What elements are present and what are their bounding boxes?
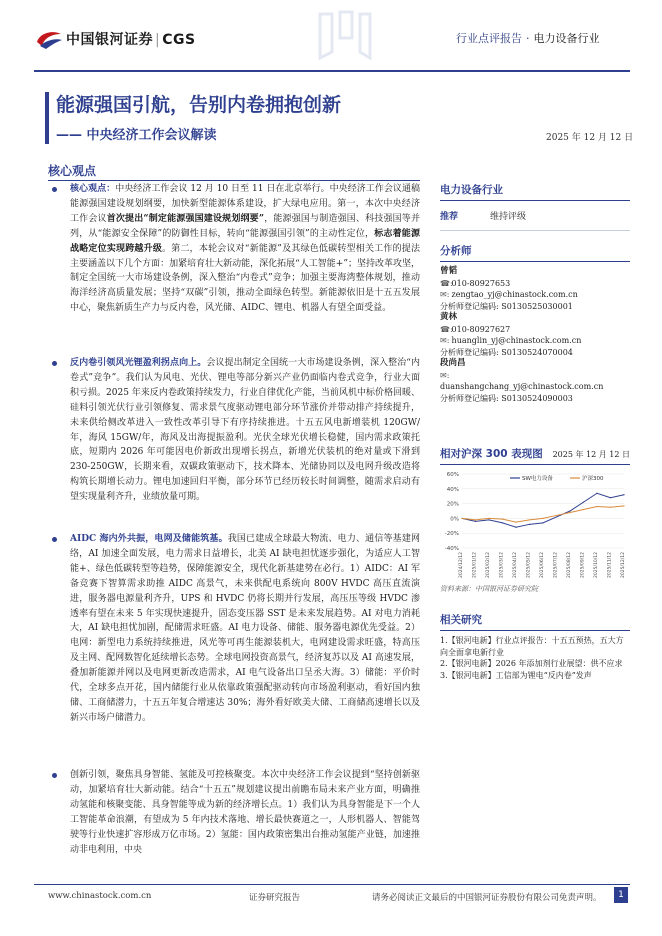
core-views-heading: 核心观点 — [48, 164, 97, 178]
chart-legend-label: 沪深300 — [582, 476, 604, 482]
chart-x-tick: 2025/12/12 — [621, 552, 626, 578]
analyst-phone: ☎: 010-80927653 — [440, 278, 511, 288]
chart-x-tick: 2024/12/12 — [459, 552, 464, 578]
p3-body: 我国已建成全球最大物流、电力、通信等基建网络，AI 加速全面发展，电力需求日益增长，北美 AI 缺电担忧逐步强化，为适应人工智能+、绿色低碳转型等趋势，保障能源安全，现代化新基建势在必行。1）AIDC：AI 军备竞赛下智算需求助推 AIDC 高景气，未来供配电系统向 800V HVDC 高压直流演进，服务器电源量利齐升，UPS 和 HVDC 仍将长期并行发展，高压压等级 HVDC 渗透率有望在未来 5 年实现快速提升，固态变压器 SST 是未来发展趋势。AI 对电力消耗大，AI 缺电担忧加剧，配储需求旺盛。AI 电力设备、储能、服务器电源优先受益。2）电网：新型电力系统持续推进，风光等可再生能源装机大，电网建设需求旺盛，特高压及主网、配网数智化延续增长态势。全球电网投资高景气，经济复苏以及 AI 高速发展，叠加新能源并网以及电网更新改造需求，AI 电气设备出口呈丞大海。3）储能：平价时代，全球多点开花，国内储能行业从依靠政策强配驱动转向市场盈利驱动，看好国内独储、工商储潜力，十五五年复合增速达 30%；海外看好欧美大储、工商储高速增长以及新兴市场户储潜力。 — [70, 534, 420, 723]
chart-x-tick: 2025/01/12 — [472, 552, 478, 578]
p3-head: AIDC 海内外共振，电网及储能筑基。 — [70, 534, 228, 544]
chart-point — [583, 502, 584, 503]
chart-point — [529, 524, 530, 525]
analyst-email — [440, 370, 630, 382]
analyst-divider — [440, 261, 630, 262]
chart-y-tick: 20% — [446, 501, 459, 508]
report-title: 能源强国引航，告别内卷拥抱创新 — [56, 94, 342, 116]
analyst-reg: 分析师登记编码: S0130525030001 — [440, 301, 573, 311]
chart-point — [475, 521, 476, 522]
chart-header — [440, 446, 630, 465]
chart-x-tick: 2025/10/12 — [594, 552, 599, 578]
analyst-name: 段尚昌 — [440, 358, 466, 368]
core-paragraph-3 — [70, 532, 420, 726]
chart-divider — [440, 464, 630, 465]
bullet-icon — [52, 187, 57, 192]
chart-x-tick: 2025/11/12 — [607, 552, 613, 578]
report-sector: 电力设备行业 — [533, 32, 600, 45]
rating-row — [440, 209, 630, 222]
chart-point — [596, 506, 597, 507]
chart-x-tick: 2025/09/12 — [580, 552, 586, 578]
analyst-reg: 分析师登记编码: S0130524090003 — [440, 393, 573, 403]
report-subtitle: —— 中央经济工作会议解读 — [56, 128, 217, 143]
chart-point — [515, 522, 516, 523]
chart-point — [556, 515, 557, 516]
phone-icon: ☎: — [440, 324, 453, 334]
chart-point — [623, 494, 624, 495]
chart-source: 资料来源：中国银河证券研究院 — [440, 585, 538, 593]
footer-disclaimer: 请务必阅读正文最后的中国银河证券股份有限公司免责声明。 — [372, 893, 602, 903]
p1-d: 标志着能源战略定位实现跨越升级 — [70, 228, 420, 254]
chart-y-tick: -40% — [444, 546, 459, 552]
related-research — [440, 612, 630, 681]
chart-x-tick: 2025/08/12 — [567, 552, 572, 578]
p1-head: 核心观点： — [70, 184, 116, 194]
chart-point — [542, 522, 543, 523]
chart-point — [488, 518, 489, 519]
chart-y-tick: 40% — [446, 486, 459, 493]
bullet-icon — [52, 773, 57, 778]
analyst-email: ✉: huanglin_yj@chinastock.com.cn — [440, 336, 582, 345]
footer-report-type: 证券研究报告 — [249, 893, 301, 903]
performance-chart — [440, 468, 630, 580]
chart-x-tick: 2025/06/12 — [540, 552, 545, 578]
footer-website[interactable]: www.chinastock.com.cn — [48, 891, 152, 901]
chart-x-tick: 2025/04/12 — [513, 552, 518, 578]
analyst-name: 黄林 — [440, 312, 458, 322]
chart-legend-label: SW电力设备 — [522, 476, 553, 482]
chart-point — [475, 519, 476, 520]
rating-divider — [440, 230, 630, 231]
brand-separator: | — [155, 32, 161, 48]
chart-point — [502, 522, 503, 523]
email-icon: ✉: — [440, 290, 450, 299]
brand-name-en: CGS — [162, 32, 196, 48]
header-divider — [34, 70, 630, 72]
related-heading: 相关研究 — [440, 614, 482, 626]
p1-a: 中央经济工作会议 12 月 10 日至 11 日在北京举行。中央经济工作会议通稿能源强国建设规划纲要，加快新型能源体系建设，扩大绿电应用。第一，本次中央经济工作会议 — [70, 184, 420, 224]
sector-heading: 电力设备行业 — [440, 184, 503, 196]
chart-point — [542, 518, 543, 519]
chart-x-tick: 2025/05/12 — [526, 552, 532, 578]
core-paragraph-2 — [70, 356, 420, 505]
chart-x-tick: 2025/02/12 — [486, 552, 491, 578]
analyst-name: 曾韬 — [440, 266, 458, 276]
related-item[interactable]: 1.【银河电新】行业点评报告：十五五预热，五大方向全面拿电新行业 — [440, 636, 624, 657]
p1-c: ，能源强国与制造强国、科技强国等并列，从“能源安全保障”的防御性目标，转向“能源强国引领”的主动性定位， — [70, 213, 420, 239]
chart-point — [556, 516, 557, 517]
chart-point — [488, 519, 489, 520]
chart-point — [623, 505, 624, 506]
chart-y-tick: 0% — [450, 516, 459, 523]
p1-e: 。第二，本轮会议对“新能源”及其绿色低碳转型相关工作的提法主要涵盖以下几个方面：加紧培育壮大新动能，深化拓展“人工智能+”；坚持改革攻坚，制定全国统一大市场建设条例，深入整治“内卷式”竞争；加强主要海湾整体规划，推动海洋经济高质量发展；坚持“双碳”引领，推动全面绿色转型。新能源依旧是十五五发展中心，聚焦新质生产力与反内卷，风光储、AIDC、锂电、机器人有望全面受益。 — [70, 243, 420, 314]
report-type-label — [456, 30, 600, 46]
analyst-email-text: duanshangchang_yj@chinastock.com.cn — [440, 382, 604, 391]
analyst-email: ✉: zengtao_yj@chinastock.com.cn — [440, 290, 578, 299]
bullet-icon — [52, 361, 57, 366]
report-type: 行业点评报告 — [456, 32, 522, 45]
chart-series-line — [462, 506, 624, 522]
chart-point — [569, 512, 570, 513]
core-paragraph-1 — [70, 182, 420, 316]
bullet-icon — [52, 537, 57, 542]
watermark-logo-icon — [312, 8, 376, 64]
chart-x-tick: 2025/07/12 — [553, 552, 559, 578]
rating-value: 维持评级 — [490, 212, 527, 222]
p2-head: 反内卷引领风光锂盈利拐点向上。 — [70, 358, 207, 368]
chart-point — [569, 510, 570, 511]
chart-point — [502, 519, 503, 520]
chart-y-tick: -20% — [444, 531, 459, 538]
footer-divider — [34, 884, 630, 885]
report-type-dot: · — [526, 32, 530, 45]
logo-icon — [34, 28, 64, 50]
core-paragraph-4: 创新引领，聚焦具身智能、氢能及可控核聚变。本次中央经济工作会议提到“坚持创新驱动，加紧培育壮大新动能。结合“十五五”规划建议提出前瞻布局未来产业方面，明确推动氢能和核聚变能、具身智能等成为新的经济增长点。1）我们认为具身智能是下一个人工智能革命浪潮，有望成为 5 年内技术落地、增长最快赛道之一，人形机器人、智能驾驶等行业快速扩容形成万亿市场。2）氢能：国内政策密集出台推动氢能产业链，加速推动非电利用，中央 — [70, 770, 420, 855]
chart-point — [461, 518, 462, 519]
page-number: 1 — [614, 887, 628, 903]
chart-point — [515, 527, 516, 528]
report-date: 2025 年 12 月 12 日 — [546, 133, 634, 143]
chart-point — [529, 519, 530, 520]
p1-b: 首次提出“制定能源强国建设规划纲要” — [106, 213, 265, 224]
chart-point — [610, 497, 611, 498]
email-icon: ✉: — [440, 336, 450, 345]
related-divider — [440, 630, 630, 631]
chart-point — [596, 493, 597, 494]
chart-y-tick: 60% — [446, 472, 459, 478]
p2-body: 会议提出制定全国统一大市场建设条例，深入整治“内卷式”竞争”。我们认为风电、光伏、锂电等部分新兴产业仍面临内卷式竞争，行业大面积亏损。2025 年来反内卷政策持续发力，行业自律优化产能，当前风机中标价格回暖、硅料引领光伏行业引领修复、需求景气度驱动锂电部分环节涨价并带动排产持续提升，未来供给侧改革进入一致性改革引导下有序持续推进。十五五风电新增装机 120GW/年，海风 15GW/年，海风及出海提振盈利。光伏全球光伏增长稳健，国内需求政策托底，短期内 2026 年可能因电价新政出现增长拐点，新增光伏装机的绝对量或下滑到 230-250GW，长期来看，双碳政策驱动下，技术降本、光储协同以及电网升级改造将构筑长期增长动力。锂电加速回归平衡，部分环节已经历较长时间调整，随需求启动有望实现量利齐升，业绩放量可期。 — [70, 358, 420, 503]
chart-point — [583, 509, 584, 510]
analyst-reg: 分析师登记编码: S0130524070004 — [440, 347, 573, 357]
sidebar — [440, 182, 630, 404]
core-views-divider — [48, 180, 420, 181]
chart-series-line — [462, 493, 624, 527]
analyst-phone: ☎: 010-80927627 — [440, 324, 511, 334]
analyst-list — [440, 266, 630, 404]
rating-label: 推荐 — [440, 212, 459, 222]
related-item[interactable]: 3.【银河电新】工信部为锂电“反内卷”发声 — [440, 670, 592, 680]
brand-logo-text — [66, 29, 196, 49]
brand-name-cn: 中国银河证券 — [66, 32, 153, 48]
chart-x-tick: 2025/03/12 — [499, 552, 505, 578]
chart-point — [610, 507, 611, 508]
title-accent-bar — [45, 92, 49, 144]
email-icon: ✉: — [440, 370, 450, 380]
chart-date: 2025 年 12 月 12 日 — [552, 450, 630, 459]
phone-icon: ☎: — [440, 278, 453, 288]
chart-heading: 相对沪深 300 表现图 — [440, 448, 543, 460]
sector-divider — [440, 200, 630, 201]
analyst-heading: 分析师 — [440, 245, 472, 257]
related-item[interactable]: 2.【银河电新】2026 年添加剂行业展望：供不应求 — [440, 659, 623, 668]
